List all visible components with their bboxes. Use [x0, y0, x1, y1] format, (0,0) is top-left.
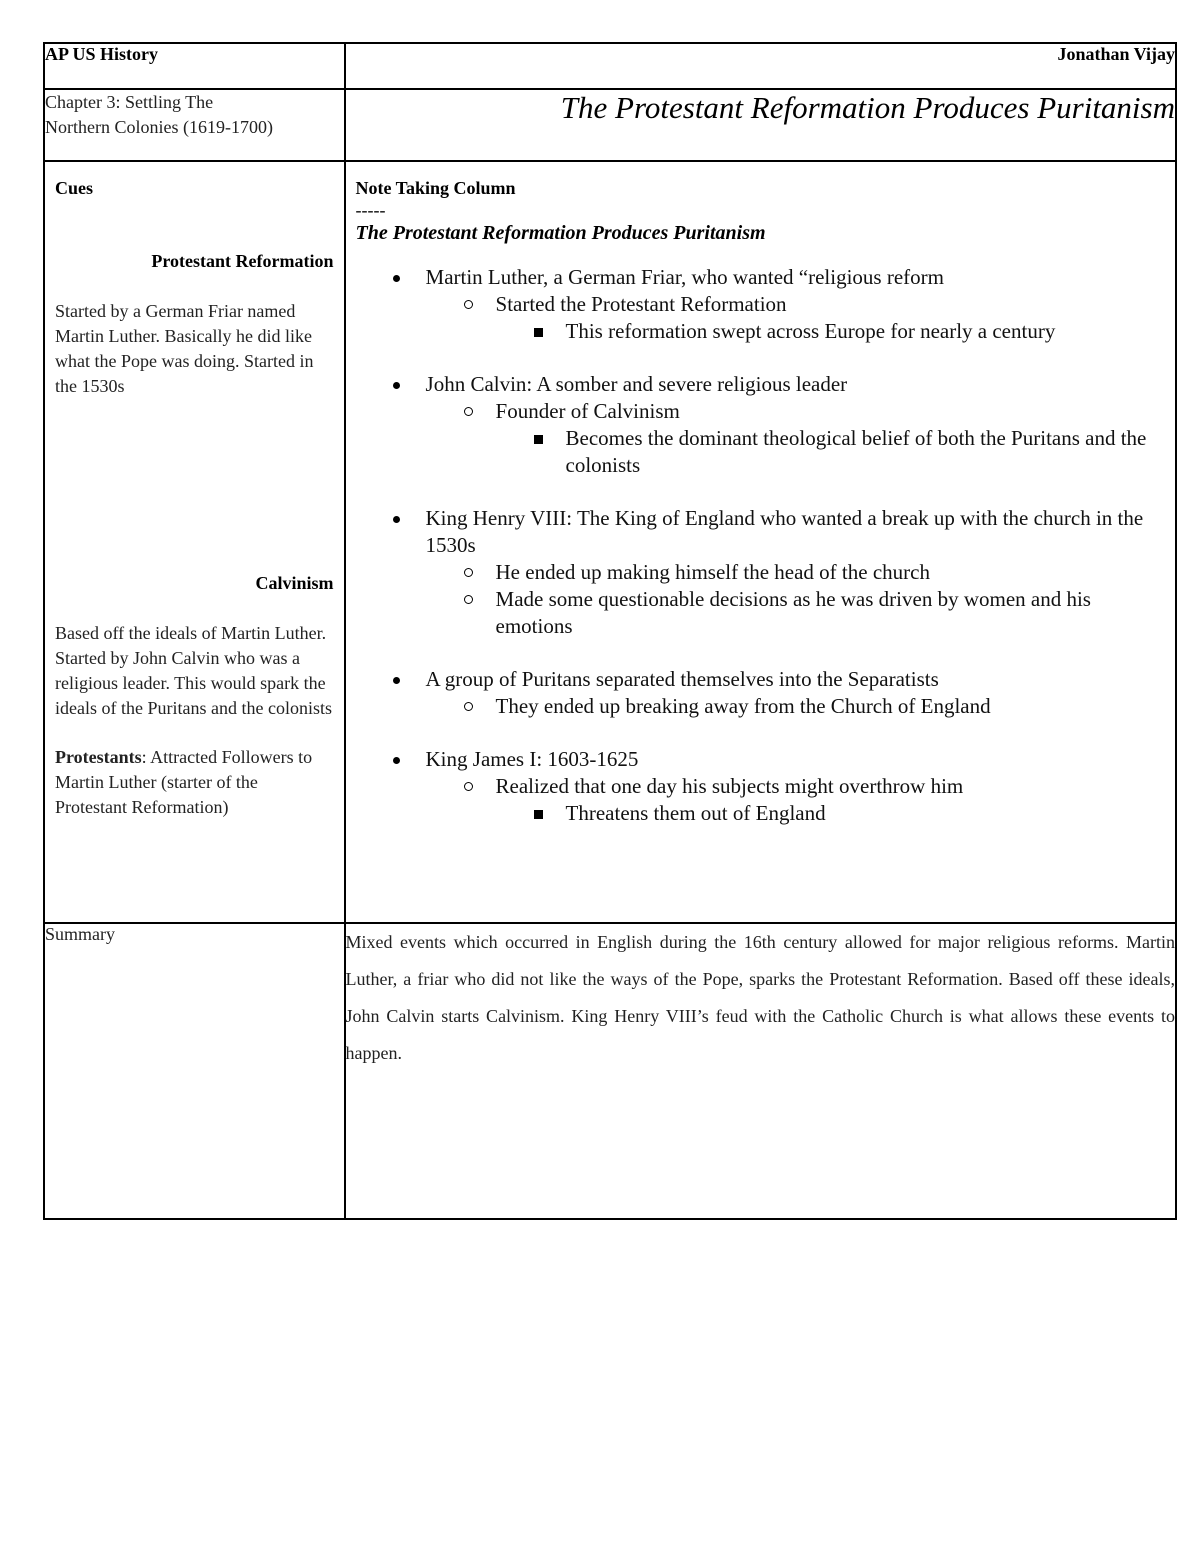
hollow-bullet-icon [464, 595, 473, 604]
notes-divider: ----- [355, 200, 386, 220]
list-item: King Henry VIII: The King of England who wanted a break up with the church in the 1530s He ended up making himself the head of the church Made some questionable decisions as he was driven by women and his emotions [356, 505, 1165, 640]
cue-term-label: Protestants [55, 747, 142, 767]
list-item: Threatens them out of England [356, 800, 1165, 827]
notes-label: Note Taking Column [355, 178, 516, 198]
list-item: Martin Luther, a German Friar, who wanted “religious reform Started the Protestant Reformation This reformation swept across Europe for nearly a century [356, 264, 1165, 345]
list-item: King James I: 1603-1625 Realized that one day his subjects might overthrow him Threatens them out of England [356, 746, 1165, 827]
list-item: Realized that one day his subjects might overthrow him Threatens them out of England [356, 773, 1165, 827]
title-row [44, 89, 1176, 161]
list-item: Founder of Calvinism Becomes the dominant theological belief of both the Puritans and the colonists [356, 398, 1165, 479]
lesson-title: The Protestant Reformation Produces Puritanism [345, 89, 1176, 161]
cue-text-calvinism: Based off the ideals of Martin Luther. Started by John Calvin who was a religious leader. This would spark the ideals of the Puritans and the colonists [55, 623, 332, 718]
list-item: He ended up making himself the head of the church [356, 559, 1165, 586]
square-bullet-icon [534, 328, 543, 337]
summary-row [44, 923, 1176, 1219]
notes-title: The Protestant Reformation Produces Puritanism [355, 222, 766, 244]
summary-text: Mixed events which occurred in English during the 16th century allowed for major religious reforms. Martin Luther, a friar who did not like the ways of the Pope, sparks the Protestant Reformation. Based off these ideals, John Calvin starts Calvinism. King Henry VIII’s feud with the Catholic Church is what allows these events to happen. [345, 923, 1176, 1219]
filled-bullet-icon [393, 382, 400, 389]
author-name: Jonathan Vijay [345, 43, 1176, 89]
list-item: A group of Puritans separated themselves into the Separatists They ended up breaking away from the Church of England [356, 666, 1165, 720]
filled-bullet-icon [393, 677, 400, 684]
summary-label: Summary [44, 923, 345, 1219]
hollow-bullet-icon [464, 782, 473, 791]
chapter-line-1: Chapter 3: Settling The [45, 92, 214, 112]
filled-bullet-icon [393, 757, 400, 764]
list-item: John Calvin: A somber and severe religious leader Founder of Calvinism Becomes the dominant theological belief of both the Puritans and the colonists [356, 371, 1165, 479]
cue-heading-protestant-reformation: Protestant Reformation [151, 251, 334, 271]
list-item: This reformation swept across Europe for nearly a century [356, 318, 1165, 345]
header-row [44, 43, 1176, 89]
hollow-bullet-icon [464, 702, 473, 711]
list-item: They ended up breaking away from the Church of England [356, 693, 1165, 720]
cornell-notes-table [43, 42, 1177, 1220]
square-bullet-icon [534, 435, 543, 444]
cues-label: Cues [55, 178, 94, 198]
square-bullet-icon [534, 810, 543, 819]
cue-text-protestant-reformation: Started by a German Friar named Martin Luther. Basically he did like what the Pope was doing. Started in the 1530s [55, 301, 314, 396]
hollow-bullet-icon [464, 407, 473, 416]
notes-row [44, 161, 1176, 923]
course-name: AP US History [44, 43, 345, 89]
filled-bullet-icon [393, 516, 400, 523]
list-item: Started the Protestant Reformation This reformation swept across Europe for nearly a century [356, 291, 1165, 345]
notes-bullet-list [356, 264, 1165, 827]
hollow-bullet-icon [464, 300, 473, 309]
cue-term-protestants [55, 745, 334, 820]
chapter-heading [44, 89, 345, 161]
hollow-bullet-icon [464, 568, 473, 577]
chapter-line-2: Northern Colonies (1619-1700) [45, 117, 273, 137]
cue-heading-calvinism: Calvinism [255, 573, 334, 593]
note-taking-column [345, 161, 1176, 923]
cues-column [44, 161, 345, 923]
list-item: Made some questionable decisions as he was driven by women and his emotions [356, 586, 1165, 640]
list-item: Becomes the dominant theological belief of both the Puritans and the colonists [356, 425, 1165, 479]
cue-term-text: : Attracted Followers to Martin Luther (starter of the Protestant Reformation) [55, 747, 313, 817]
filled-bullet-icon [393, 275, 400, 282]
